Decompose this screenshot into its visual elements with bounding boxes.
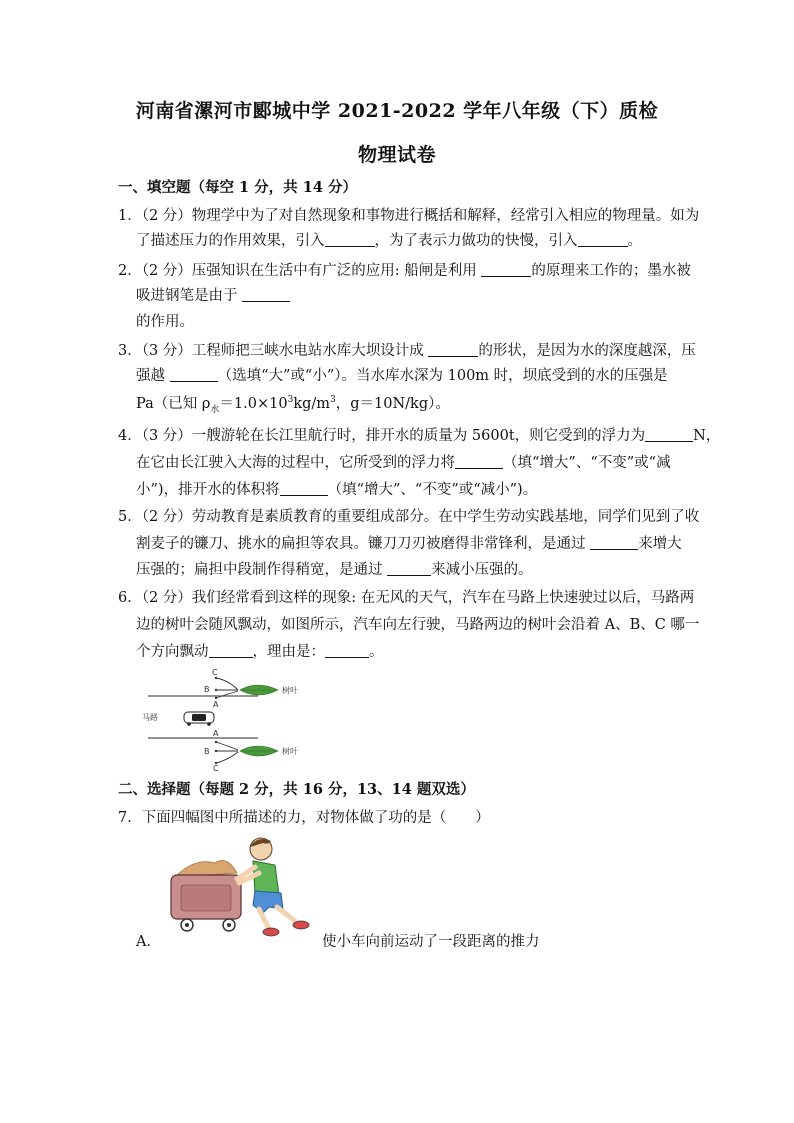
exam-title: 河南省漯河市郾城中学 2021-2022 学年八年级（下）质检 xyxy=(135,100,659,122)
q2-text-b: 的原理来工作的；墨水被 xyxy=(531,263,691,279)
q3-sup-1: 3 xyxy=(287,395,294,406)
q3-sub-water: 水 xyxy=(210,404,220,415)
q3-text-c: 强越 xyxy=(136,368,170,384)
q5-line1: 5．（2 分）劳动教育是素质教育的重要组成部分。在中学生劳动实践基地，同学们见到了收 xyxy=(118,509,700,525)
q2-line1 xyxy=(118,259,691,280)
q4-text-b: N， xyxy=(693,428,721,444)
q3-line1 xyxy=(118,339,696,360)
q3-text-e: Pa（已知 ρ xyxy=(136,396,211,412)
q7-stem: 7．下面四幅图中所描述的力，对物体做了功的是（ ） xyxy=(118,810,490,826)
q1-blank-1[interactable] xyxy=(325,232,375,247)
leaf-label-bottom: 树叶 xyxy=(282,747,298,756)
q1-text-c: 。 xyxy=(627,233,642,249)
q3-text-g: kg/m xyxy=(293,396,331,412)
q5-line2 xyxy=(136,532,682,553)
q2-line3: 的作用。 xyxy=(136,314,194,330)
q3-line3 xyxy=(136,392,450,415)
q1-text-a: 了描述压力的作用效果，引入 xyxy=(136,233,325,249)
q5-text-c: 压强的；扁担中段制作得稍宽，是通过 xyxy=(136,562,388,578)
leaf-icon xyxy=(240,685,278,695)
q4-text-c: 在它由长江驶入大海的过程中，它所受到的浮力将 xyxy=(136,455,455,471)
label-c-bottom: C xyxy=(213,764,219,772)
q4-text-a: 4．（3 分）一艘游轮在长江里航行时，排开水的质量为 5600t，则它受到的浮力为 xyxy=(118,428,646,444)
section-heading-fill-blank: 一、填空题（每空 1 分，共 14 分） xyxy=(118,179,357,196)
section-heading-choice: 二、选择题（每题 2 分，共 16 分，13、14 题双选） xyxy=(118,781,475,798)
q6-blank-2[interactable] xyxy=(325,643,369,658)
q4-line2 xyxy=(136,451,671,472)
leaf-icon xyxy=(240,746,278,756)
q2-text-a: 2．（2 分）压强知识在生活中有广泛的应用: 船闸是利用 xyxy=(118,263,482,279)
q6-line2: 边的树叶会随风飘动，如图所示，汽车向左行驶，马路两边的树叶会沿着 A、B、C 哪一 xyxy=(136,617,700,633)
q2-line2 xyxy=(136,284,290,305)
q1-line1: 1．（2 分）物理学中为了对自然现象和事物进行概括和解释，经常引入相应的物理量。如为 xyxy=(118,208,700,224)
road-label: 马路 xyxy=(142,713,158,722)
q5-text-a: 割麦子的镰刀、挑水的扁担等农具。镰刀刀刃被磨得非常锋利，是通过 xyxy=(136,536,591,552)
q3-text-d: （选填“大”或“小”）。当水库水深为 100m 时，坝底受到的水的压强是 xyxy=(217,368,668,384)
q1-blank-2[interactable] xyxy=(578,232,628,247)
q3-sup-2: 3 xyxy=(330,395,336,406)
label-a-top: A xyxy=(213,700,219,709)
q6-blank-1[interactable] xyxy=(209,643,253,658)
q4-text-d: （填“增大”、“不变”或“减 xyxy=(503,455,671,471)
q6-text-b: ，理由是： xyxy=(252,644,325,660)
q1-line2 xyxy=(136,229,642,250)
q6-line1: 6．（2 分）我们经常看到这样的现象: 在无风的天气，汽车在马路上快速驶过以后，马路两 xyxy=(118,590,695,606)
label-c-top: C xyxy=(212,668,218,677)
cart-icon xyxy=(171,861,241,931)
q1-text-b: ，为了表示力做功的快慢，引入 xyxy=(374,233,578,249)
q3-text-b: 的形状，是因为水的深度越深，压 xyxy=(478,343,696,359)
label-b-top: B xyxy=(204,685,210,694)
bottom-arrows xyxy=(216,742,238,763)
q4-line3 xyxy=(136,478,537,499)
q3-text-f: ＝1.0×10 xyxy=(219,396,288,412)
option-a-text: 使小车向前运动了一段距离的推力 xyxy=(322,934,540,950)
leaf-label-top: 树叶 xyxy=(282,686,298,695)
q4-text-f: （填“增大”、“不变”或“减小”)。 xyxy=(327,482,538,498)
q5-text-b: 来增大 xyxy=(638,536,682,552)
q4-line1 xyxy=(118,424,720,445)
q4-blank-2[interactable] xyxy=(455,454,503,469)
q5-blank-1[interactable] xyxy=(590,535,638,550)
q3-line2 xyxy=(136,364,668,385)
q6-road-diagram xyxy=(140,668,310,772)
q6-text-a: 个方向飘动 xyxy=(136,644,209,660)
option-a-figure xyxy=(165,833,325,943)
option-a-letter: A． xyxy=(136,934,161,950)
q2-blank-2[interactable] xyxy=(242,287,290,302)
q2-text-c: 吸进钢笔是由于 xyxy=(136,288,243,304)
top-arrows xyxy=(216,678,238,698)
label-a-bottom: A xyxy=(213,729,219,738)
q3-blank-1[interactable] xyxy=(428,342,478,357)
q5-line3 xyxy=(136,558,533,579)
q5-blank-2[interactable] xyxy=(387,561,431,576)
label-b-bottom: B xyxy=(204,747,210,756)
car-icon xyxy=(184,712,214,726)
q4-blank-1[interactable] xyxy=(645,427,693,442)
q6-text-c: 。 xyxy=(369,644,384,660)
q4-text-e: 小”)，排开水的体积将 xyxy=(136,482,280,498)
q3-text-h: ，g＝10N/kg）。 xyxy=(335,396,450,412)
q2-blank-1[interactable] xyxy=(481,262,531,277)
q4-blank-3[interactable] xyxy=(280,481,328,496)
exam-subtitle: 物理试卷 xyxy=(357,144,436,166)
q3-blank-2[interactable] xyxy=(170,367,218,382)
boy-icon xyxy=(237,838,309,936)
q6-line3 xyxy=(136,640,384,661)
q5-text-d: 来减小压强的。 xyxy=(431,562,533,578)
q3-text-a: 3．（3 分）工程师把三峡水电站水库大坝设计成 xyxy=(118,343,429,359)
